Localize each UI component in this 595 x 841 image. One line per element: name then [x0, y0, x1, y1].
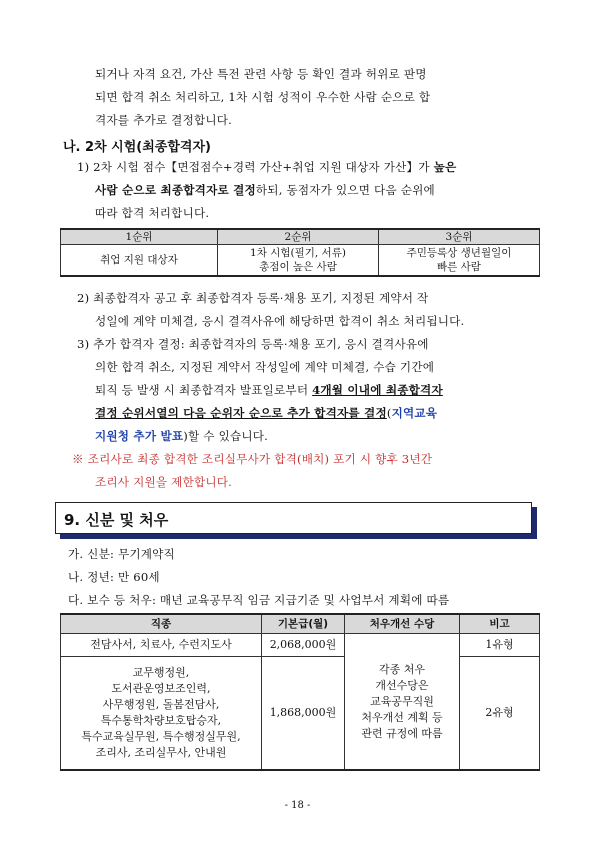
item1-line-1-text: 1) 2차 시험 점수【면접점수+경력 가산+취업 지원 대상자 가산】가 — [77, 160, 434, 174]
pay-table-row-2 — [61, 657, 540, 771]
rank-cell-2 — [218, 245, 379, 277]
job-line-2: 도서관운영보조인력, — [111, 682, 211, 695]
item1-line-3: 따라 합격 처리합니다. — [95, 206, 210, 220]
section-na-heading: 나. 2차 시험(최종합격자) — [63, 140, 211, 155]
rank-header-3: 3순위 — [379, 229, 540, 245]
item3-line-3-emphasis: 4개월 이내에 최종합격자 — [312, 383, 443, 397]
item3-line-4-blue: 지역교육 — [391, 406, 438, 420]
section-9-item-3: 다. 보수 등 처우: 매년 교육공무직 임금 지급기준 및 사업부서 계획에 따름 — [68, 593, 450, 607]
item3-line-4 — [95, 405, 437, 421]
pay-row-1-note: 1유형 — [460, 634, 540, 657]
allowance-line-1: 각종 처우 — [378, 662, 425, 676]
pay-header-base: 기본급(월) — [262, 614, 345, 634]
allowance-line-4: 처우개선 계획 등 — [361, 710, 443, 724]
allowance-line-2: 개선수당은 — [375, 678, 429, 692]
rank-cell-3-line-1: 주민등록상 생년월일이 — [406, 247, 512, 259]
rank-header-1: 1순위 — [61, 229, 218, 245]
item3-line-2: 의한 합격 취소, 지정된 계약서 작성일에 계약 미체결, 수습 기간에 — [95, 360, 435, 374]
item3-line-3 — [95, 382, 443, 398]
item3-line-5-blue: 지원청 추가 발표 — [95, 429, 184, 443]
rank-table-row — [61, 245, 540, 277]
item3-line-5 — [95, 428, 268, 444]
job-line-6: 조리사, 조리실무사, 안내원 — [95, 746, 227, 759]
item3-line-1: 3) 추가 합격자 결정: 최종합격자의 등록·채용 포기, 응시 결격사유에 — [77, 337, 429, 351]
job-line-3: 사무행정원, 돌봄전담사, — [102, 698, 220, 711]
pay-row-1-job: 전담사서, 치료사, 수런지도사 — [61, 634, 262, 657]
pay-row-2-job — [61, 657, 262, 771]
pay-header-job: 직종 — [61, 614, 262, 634]
item1-line-2 — [95, 182, 435, 198]
rank-cell-2-line-1: 1차 시험(필기, 서류) — [250, 247, 346, 259]
section-9-title-box — [55, 502, 532, 534]
item2-line-2: 성일에 계약 미체결, 응시 결격사유에 해당하면 합격이 취소 처리됩니다. — [95, 314, 465, 328]
rank-cell-3-line-2: 빠른 사람 — [437, 261, 481, 273]
pay-table-row-1 — [61, 634, 540, 657]
rank-header-2: 2순위 — [218, 229, 379, 245]
item3-line-4-paren: ( — [386, 406, 392, 420]
pay-table — [60, 613, 540, 771]
item1-line-2-text: 하되, 동점자가 있으면 다음 순위에 — [255, 183, 435, 197]
item3-line-5-text: )할 수 있습니다. — [183, 429, 269, 443]
intro-line-2: 되면 합격 취소 처리하고, 1차 시험 성적이 우수한 사람 순으로 합 — [95, 90, 431, 104]
item1-line-1-bold: 높은 — [433, 160, 457, 174]
intro-line-1: 되거나 자격 요건, 가산 특전 관련 사항 등 확인 결과 허위로 판명 — [95, 67, 427, 81]
job-line-5: 특수교육실무원, 특수행정실무원, — [81, 730, 241, 743]
section-9-item-1: 가. 신분: 무기계약직 — [68, 547, 175, 561]
section-9-title: 9. 신분 및 처우 — [64, 511, 169, 529]
note-line-2: 조리사 지원을 제한합니다. — [95, 475, 233, 489]
item2-line-1: 2) 최종합격자 공고 후 최종합격자 등록·채용 포기, 지정된 계약서 작 — [77, 291, 429, 305]
job-line-4: 특수통학차량보호탑승자, — [100, 714, 222, 727]
allowance-line-5: 관련 규정에 따름 — [361, 726, 443, 740]
pay-header-allowance: 처우개선 수당 — [345, 614, 460, 634]
pay-row-2-base: 1,868,000원 — [262, 657, 345, 771]
pay-table-header-row — [61, 614, 540, 634]
section-9-item-2: 나. 정년: 만 60세 — [68, 570, 160, 584]
page-number: - 18 - — [284, 800, 311, 811]
item3-line-4-emphasis: 결정 순위서열의 다음 순위자 순으로 추가 합격자를 결정 — [95, 406, 387, 420]
rank-cell-3 — [379, 245, 540, 277]
item1-line-1 — [77, 159, 456, 175]
rank-cell-1: 취업 지원 대상자 — [61, 245, 218, 277]
intro-line-3: 격자를 추가로 결정합니다. — [95, 113, 233, 127]
pay-allowance-cell — [345, 634, 460, 771]
item3-line-3-text: 퇴직 등 발생 시 최종합격자 발표일로부터 — [95, 383, 313, 397]
rank-table — [60, 228, 540, 277]
pay-header-note: 비고 — [460, 614, 540, 634]
allowance-line-3: 교육공무직원 — [370, 694, 434, 708]
rank-table-header-row — [61, 229, 540, 245]
item1-line-2-bold: 사람 순으로 최종합격자로 결정 — [95, 183, 256, 197]
rank-cell-2-line-2: 총점이 높은 사람 — [259, 261, 337, 273]
pay-row-1-base: 2,068,000원 — [262, 634, 345, 657]
job-line-1: 교무행정원, — [132, 666, 190, 679]
note-line-1: ※ 조리사로 최종 합격한 조리실무사가 합격(배치) 포기 시 향후 3년간 — [72, 452, 433, 466]
pay-row-2-note: 2유형 — [460, 657, 540, 771]
